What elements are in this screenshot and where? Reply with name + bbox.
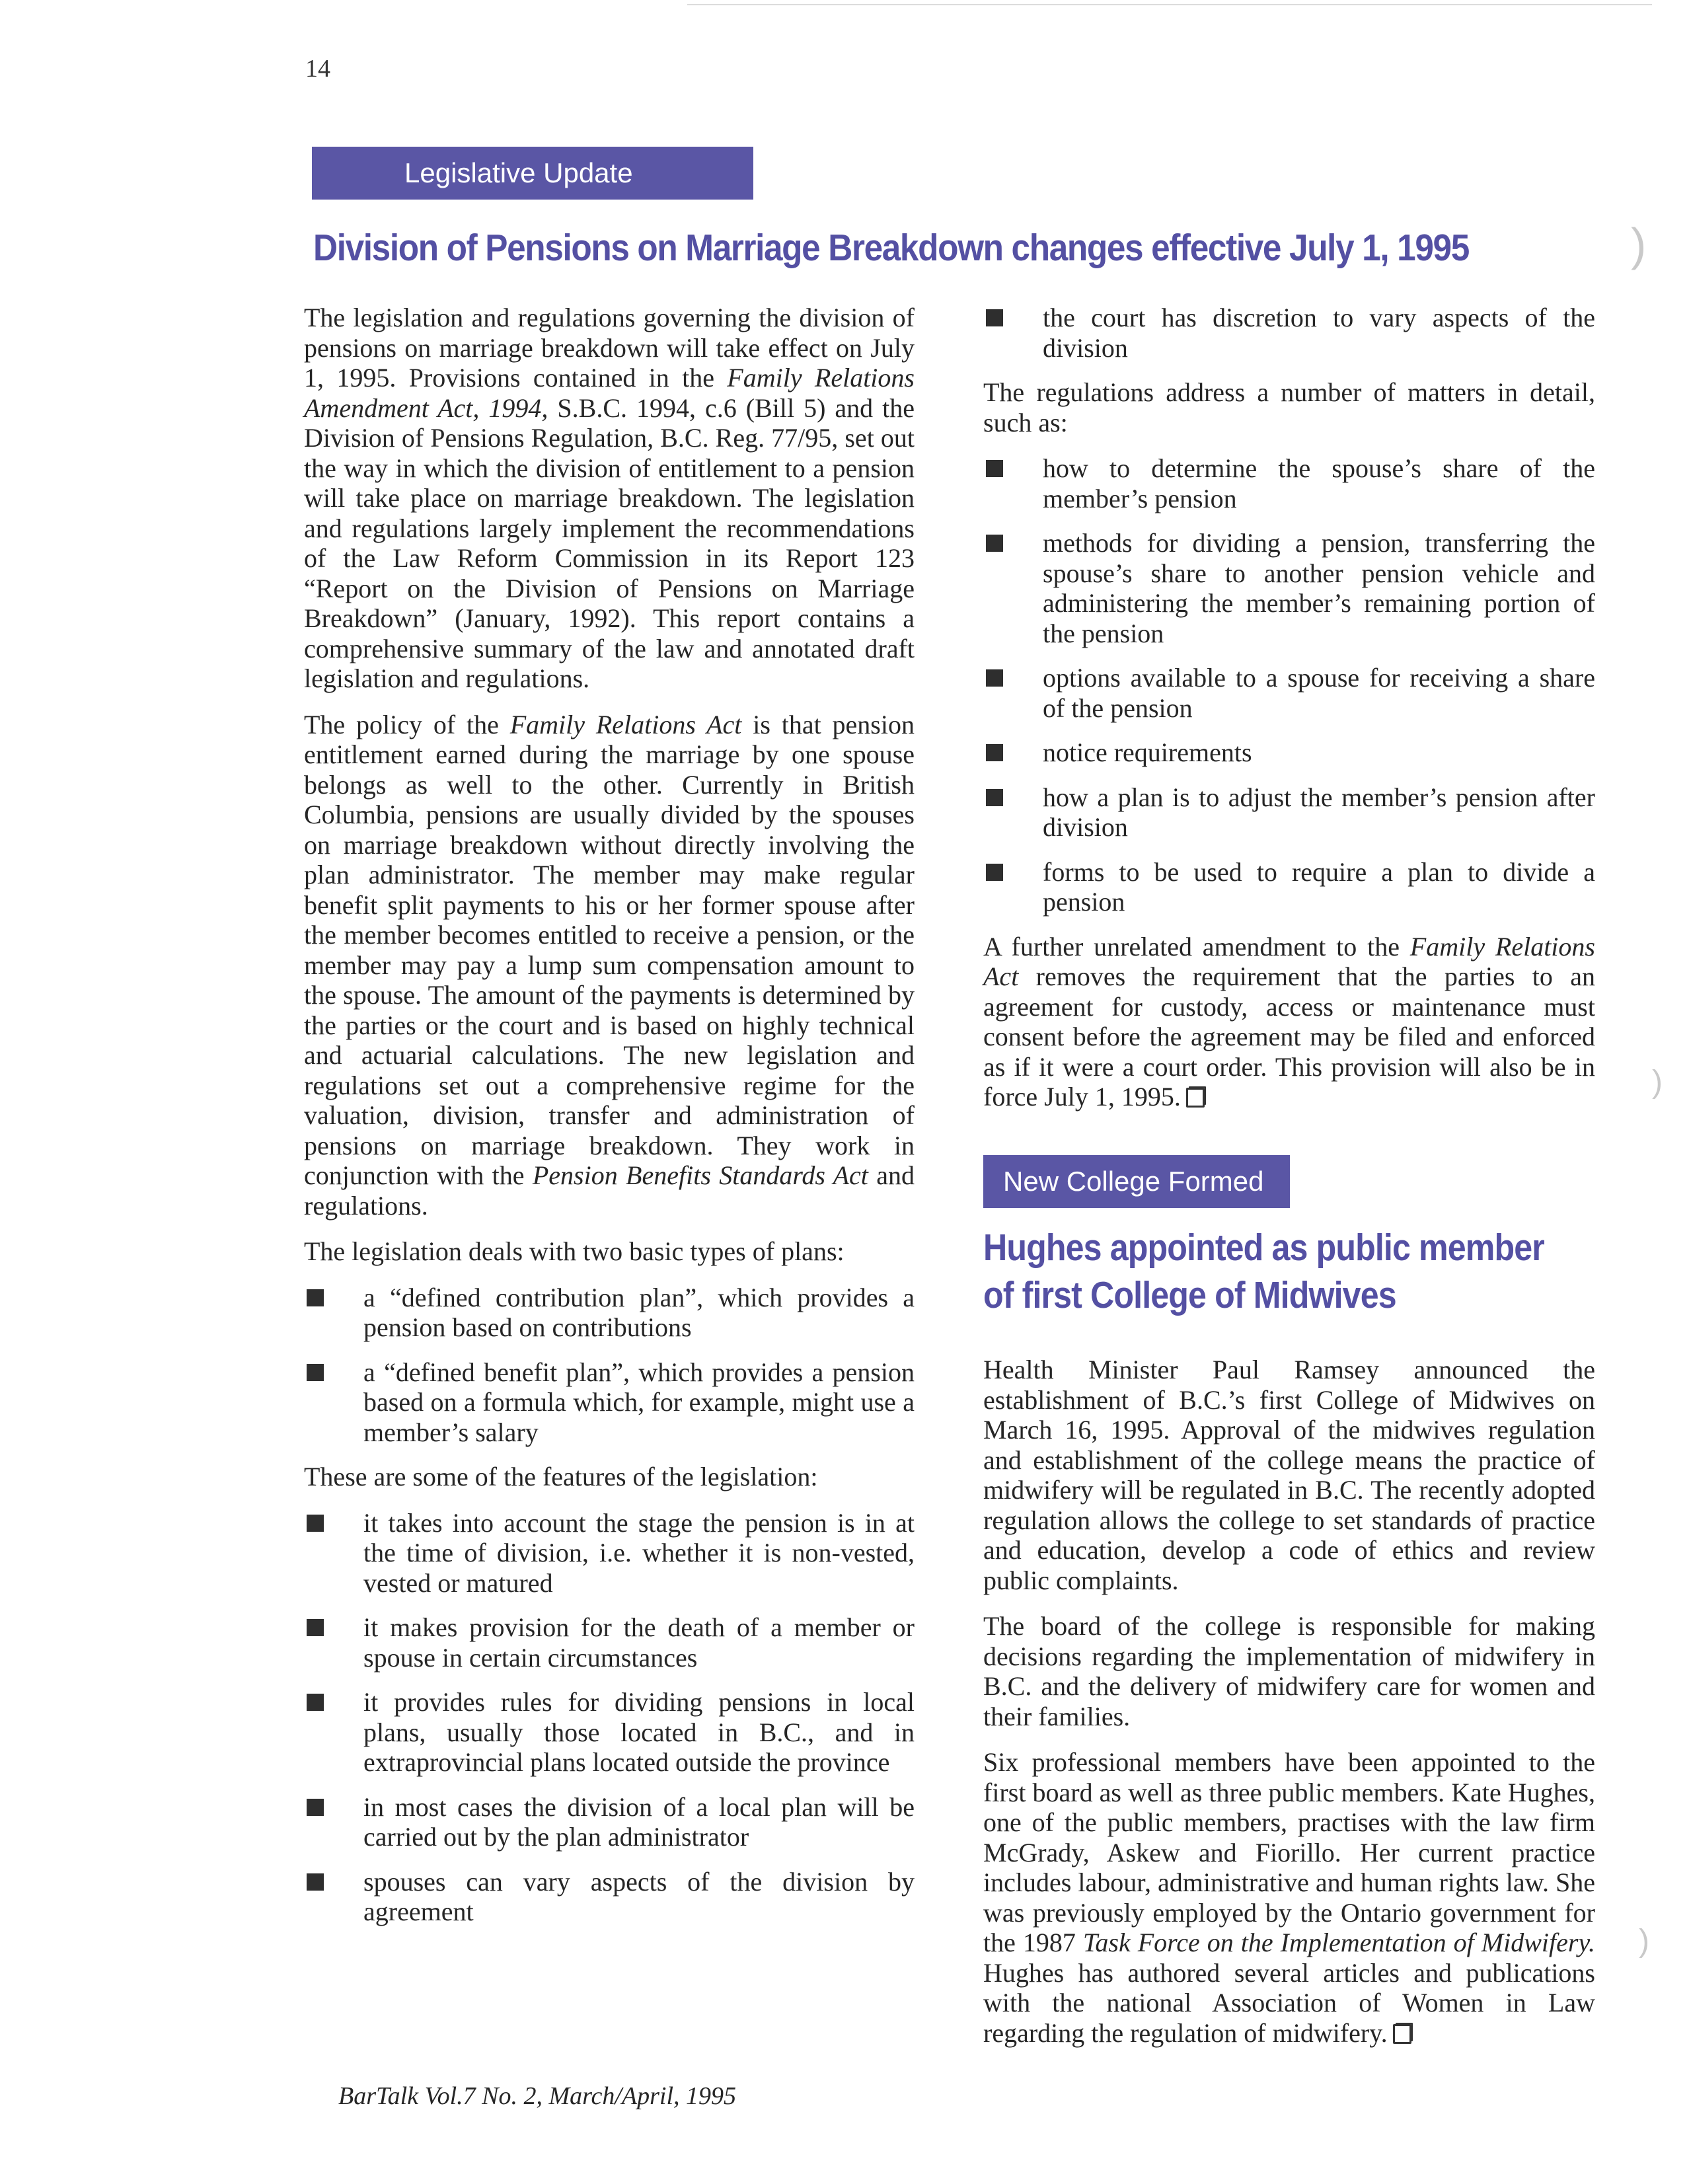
article-headline: Hughes appointed as public member of first College of Midwives bbox=[983, 1226, 1544, 1316]
list-item: it takes into account the stage the pension is in at the time of division, i.e. whether it is non-vested, vested or matured bbox=[304, 1508, 915, 1599]
list-item: it provides rules for dividing pensions in local plans, usually those located in B.C., and in extraprovincial plans located outside the province bbox=[304, 1687, 915, 1778]
article-paragraph: The policy of the Family Relations Act is that pension entitlement earned during the marriage by one spouse belongs as well to the other. Currently in British Columbia, pensions are usually divided by the spouses on marriage breakdown without directly involving the plan administrator. The member may make regular benefit split payments to his or her former spouse after the member becomes entitled to receive a pension, or the member may pay a lump sum compensation amount to the spouse. The amount of the payments is determined by the parties or the court and is based on highly technical and actuarial calculations. The new legislation and regulations set out a comprehensive regime for the valuation, division, transfer and administration of pensions on marriage breakdown. They work in conjunction with the Pension Benefits Standards Act and regulations. bbox=[304, 709, 915, 1221]
section-banner-legislative bbox=[312, 147, 753, 200]
list-item: notice requirements bbox=[983, 737, 1595, 768]
act-title: Family Relations Act bbox=[509, 709, 742, 739]
features-list bbox=[304, 1508, 915, 1927]
end-of-article-icon bbox=[1393, 2024, 1411, 2044]
scan-mark: ) bbox=[1652, 1065, 1663, 1100]
list-item: the court has discretion to vary aspects of the division bbox=[983, 303, 1595, 363]
list-item: forms to be used to require a plan to divide a pension bbox=[983, 857, 1595, 917]
article-paragraph: The legislation deals with two basic types of plans: bbox=[304, 1236, 845, 1266]
article-paragraph: These are some of the features of the legislation: bbox=[304, 1462, 818, 1491]
square-bullet-icon bbox=[307, 1873, 324, 1891]
square-bullet-icon bbox=[307, 1799, 324, 1816]
square-bullet-icon bbox=[986, 744, 1003, 761]
square-bullet-icon bbox=[307, 1289, 324, 1306]
left-column bbox=[304, 303, 915, 1941]
article-paragraph: The regulations address a number of matters in detail, such as: bbox=[983, 377, 1595, 437]
scan-mark: ) bbox=[1631, 219, 1647, 270]
list-item: a “defined contribution plan”, which provides a pension based on contributions bbox=[304, 1283, 915, 1343]
square-bullet-icon bbox=[986, 309, 1003, 326]
page-footer: BarTalk Vol.7 No. 2, March/April, 1995 bbox=[338, 2082, 737, 2110]
square-bullet-icon bbox=[307, 1364, 324, 1381]
right-column-bottom bbox=[983, 1355, 1595, 2064]
article-headline: Division of Pensions on Marriage Breakdown changes effective July 1, 1995 bbox=[313, 227, 1469, 269]
list-item: it makes provision for the death of a member or spouse in certain circumstances bbox=[304, 1612, 915, 1673]
end-of-article-icon bbox=[1186, 1088, 1205, 1108]
list-item: how to determine the spouse’s share of the member’s pension bbox=[983, 453, 1595, 513]
plan-types-list bbox=[304, 1283, 915, 1448]
banner-label: New College Formed bbox=[1003, 1166, 1264, 1197]
regulation-matters-list bbox=[983, 453, 1595, 917]
square-bullet-icon bbox=[986, 669, 1003, 687]
banner-label: Legislative Update bbox=[404, 157, 633, 188]
square-bullet-icon bbox=[986, 864, 1003, 881]
square-bullet-icon bbox=[986, 535, 1003, 552]
section-banner-college bbox=[983, 1155, 1290, 1208]
act-title: Family Relations Act bbox=[983, 931, 1595, 991]
list-item: in most cases the division of a local plan will be carried out by the plan administrator bbox=[304, 1792, 915, 1852]
features-list-continued bbox=[983, 303, 1595, 363]
article-paragraph: A further unrelated amendment to the Family Relations Act removes the requirement that the parties to an agreement for custody, access or maintenance must consent before the agreement may be filed and enforced as if it were a court order. This provision will also be in force July 1, 1995. bbox=[983, 931, 1595, 1111]
list-item: methods for dividing a pension, transferring the spouse’s share to another pension vehicle and administering the member’s remaining portion of the pension bbox=[983, 528, 1595, 648]
article-paragraph: Health Minister Paul Ramsey announced the establishment of B.C.’s first College of Midwives on March 16, 1995. Approval of the midwives regulation and establishment of the college means the practice of midwifery will be regulated in B.C. The recently adopted regulation allows the college to set standards of practice and education, develop a code of ethics and review public complaints. bbox=[983, 1355, 1595, 1595]
article-paragraph: Six professional members have been appointed to the first board as well as three public members. Kate Hughes, one of the public members, practises with the law firm McGrady, Askew and Fiorillo. Her current practice includes labour, administrative and human rights law. She was previously employed by the Ontario government for the 1987 Task Force on the Implementation of Midwifery. Hughes has authored several articles and publications with the national Association of Women in Law regarding the regulation of midwifery. bbox=[983, 1747, 1595, 2048]
task-force-title: Task Force on the Implementation of Midwifery. bbox=[1082, 1928, 1595, 1957]
act-title: Pension Benefits Standards Act bbox=[532, 1160, 868, 1190]
scan-edge-line bbox=[687, 4, 1652, 5]
article-paragraph: The board of the college is responsible for making decisions regarding the implementation of midwifery in B.C. and the delivery of midwifery care for women and their families. bbox=[983, 1611, 1595, 1731]
list-item: spouses can vary aspects of the division by agreement bbox=[304, 1867, 915, 1927]
square-bullet-icon bbox=[986, 789, 1003, 806]
page-number: 14 bbox=[305, 55, 330, 83]
square-bullet-icon bbox=[307, 1694, 324, 1711]
square-bullet-icon bbox=[307, 1515, 324, 1532]
act-title: Family Relations Amendment Act, 1994, bbox=[304, 363, 915, 423]
scan-mark: ) bbox=[1639, 1924, 1649, 1959]
right-column-top bbox=[983, 303, 1595, 1128]
list-item: a “defined benefit plan”, which provides a pension based on a formula which, for example, might use a member’s salary bbox=[304, 1357, 915, 1448]
list-item: options available to a spouse for receiving a share of the pension bbox=[983, 663, 1595, 723]
list-item: how a plan is to adjust the member’s pension after division bbox=[983, 782, 1595, 843]
article-paragraph: The legislation and regulations governing the division of pensions on marriage breakdown will take effect on July 1, 1995. Provisions contained in the Family Relations Amendment Act, 1994, S.B.C. 1994, c.6 (Bill 5) and the Division of Pensions Regulation, B.C. Reg. 77/95, set out the way in which the division of entitlement to a pension will take place on marriage breakdown. The legislation and regulations largely implement the recommendations of the Law Reform Commission in its Report 123 “Report on the Division of Pensions on Marriage Breakdown” (January, 1992). This report contains a comprehensive summary of the law and annotated draft legislation and regulations. bbox=[304, 303, 915, 693]
square-bullet-icon bbox=[986, 460, 1003, 477]
square-bullet-icon bbox=[307, 1619, 324, 1636]
